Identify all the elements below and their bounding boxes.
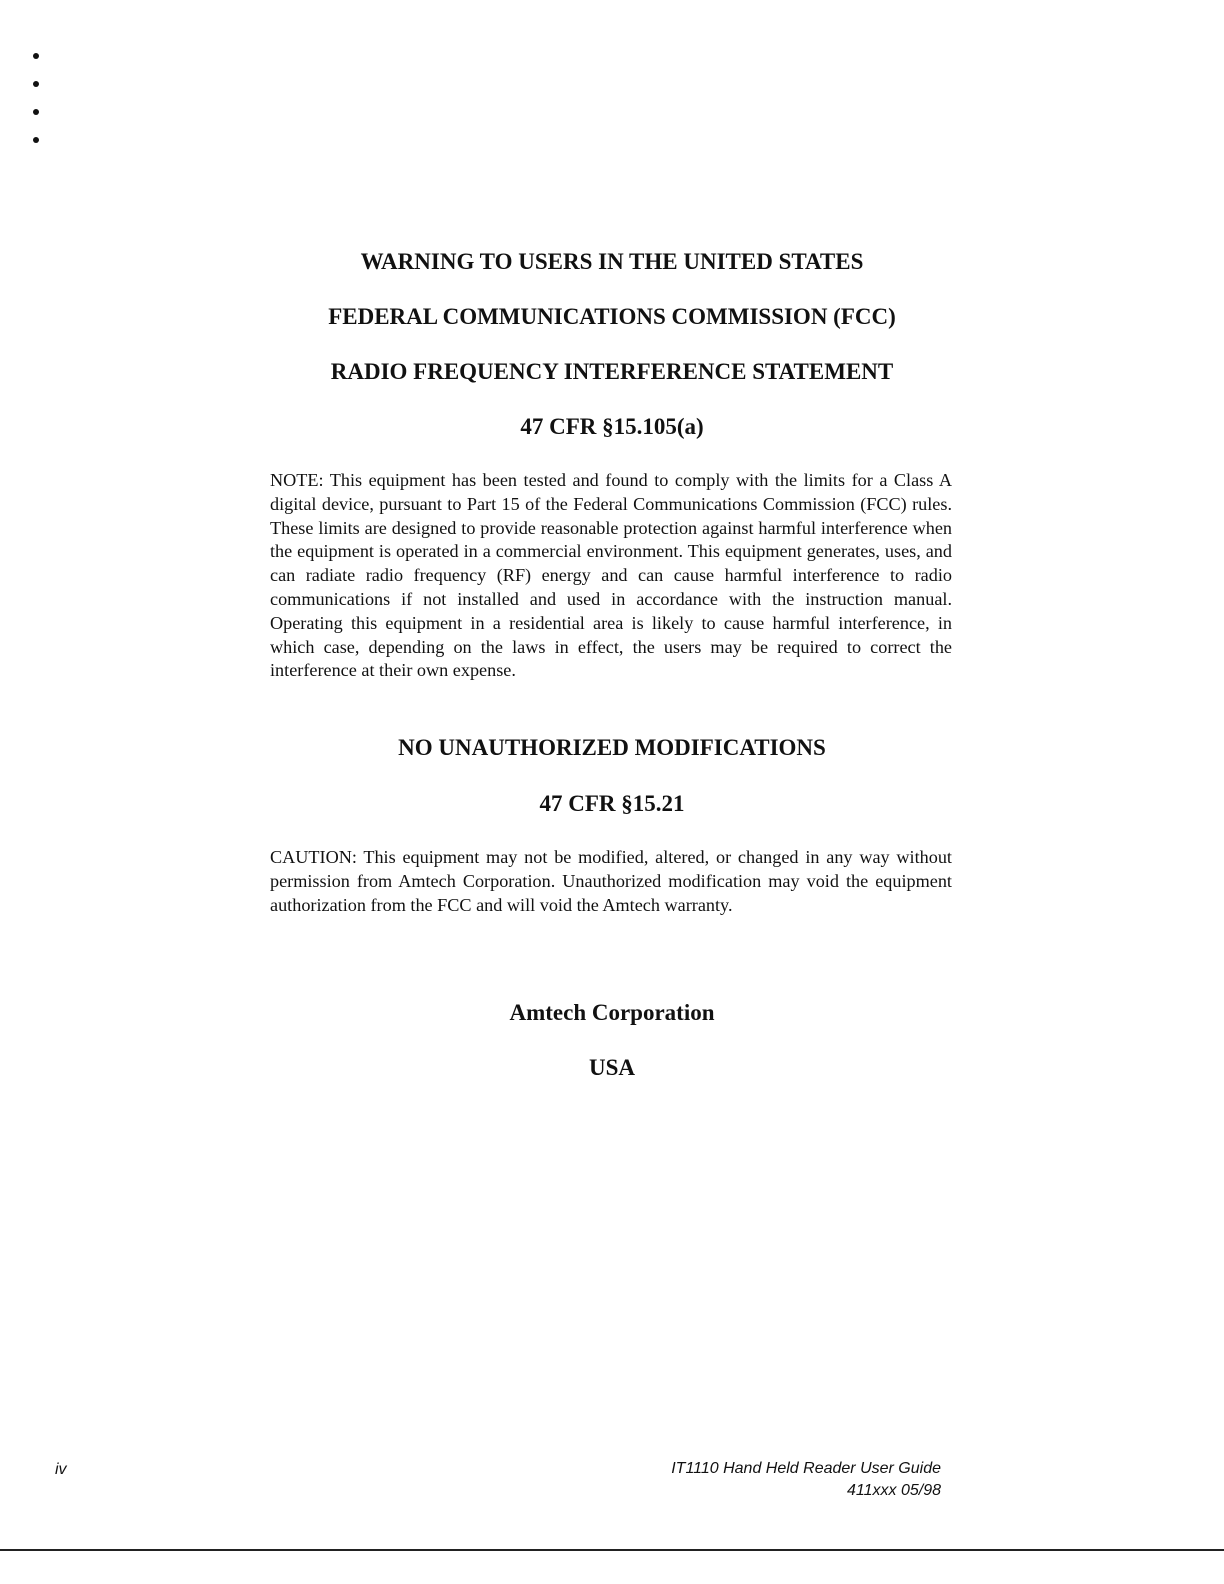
note-paragraph: NOTE: This equipment has been tested and found to comply with the limits for a Class A digital device, pursuant to Part 15 of the Federal Communications Commission (FCC) rules. These limits are designed to provide reasonable protection against harmful interference when the equipment is operated in a commercial environment. This equipment generates, uses, and can radiate radio frequency (RF) energy and can cause harmful interference to radio communications if not installed and used in accordance with the instruction manual. Operating this equipment in a residential area is likely to cause harmful interference, in which case, depending on the laws in effect, the users may be required to correct the interference at their own expense. (270, 470, 952, 681)
company-country: USA (588, 1055, 635, 1080)
margin-bullet-1 (33, 53, 39, 59)
page-number: iv (55, 1461, 67, 1478)
margin-bullet-2 (33, 81, 39, 87)
company-name: Amtech Corporation (509, 1000, 715, 1025)
cfr-15-105-heading: 47 CFR §15.105(a) (520, 414, 704, 439)
bottom-rule (0, 1549, 1224, 1551)
cfr-15-21-heading: 47 CFR §15.21 (539, 791, 685, 816)
margin-bullet-4 (33, 137, 39, 143)
fcc-heading: FEDERAL COMMUNICATIONS COMMISSION (FCC) (328, 304, 896, 329)
warning-heading: WARNING TO USERS IN THE UNITED STATES (360, 249, 864, 274)
rfi-heading: RADIO FREQUENCY INTERFERENCE STATEMENT (330, 359, 894, 384)
margin-bullet-3 (33, 109, 39, 115)
document-code: 411xxx 05/98 (847, 1482, 941, 1499)
footer-info (671, 1458, 941, 1502)
caution-paragraph: CAUTION: This equipment may not be modified, altered, or changed in any way without permission from Amtech Corporation. Unauthorized modification may void the equipment authorization from the FCC and will void the Amtech warranty. (270, 847, 952, 915)
no-modifications-heading: NO UNAUTHORIZED MODIFICATIONS (398, 735, 826, 760)
guide-title: IT1110 Hand Held Reader User Guide (671, 1460, 941, 1477)
